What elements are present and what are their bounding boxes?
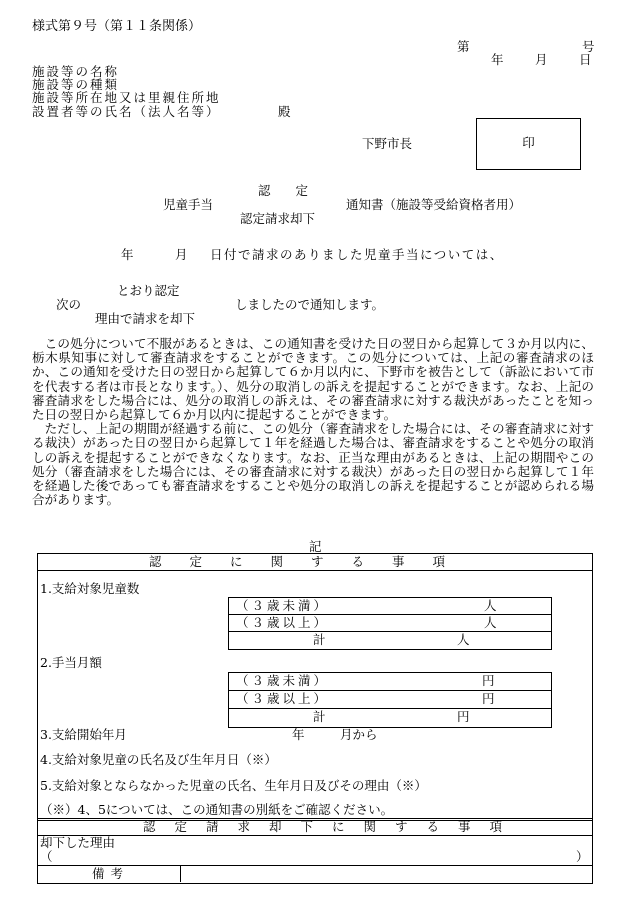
ki-mark: 記 — [309, 539, 322, 554]
open-paren: （ — [40, 849, 53, 864]
divider — [228, 631, 551, 632]
item2-total-label: 計 — [313, 709, 326, 724]
item3-year: 年 — [292, 727, 305, 742]
item1-row-label: （３歳未満） — [236, 598, 330, 613]
date-year: 年 — [491, 52, 504, 67]
decision-suffix: しましたので通知します。 — [235, 297, 385, 312]
item2-row-label: （３歳以上） — [236, 691, 330, 706]
title-top: 認 定 — [258, 183, 309, 198]
recipient-label: 施設等所在地又は里親住所地 — [32, 90, 221, 106]
close-paren: ） — [576, 849, 589, 864]
item2-row-unit: 円 — [482, 691, 495, 706]
date-month: 月 — [535, 52, 548, 67]
intro-year: 年 — [121, 247, 134, 262]
honorific: 殿 — [278, 104, 291, 119]
rejection-table-header: 認定請求却下に関する事項 — [143, 819, 522, 834]
item1-total-label: 計 — [313, 632, 326, 647]
paragraph: この処分について不服があるときは、この通知書を受けた日の翌日から起算して３か月以内に、栃木県知事に対して審査請求をすることができます。この処分については、上記の審査請求のほか、この通知を受けた日の翌日から起算して６か月以内に、下野市を被告として（訴訟において市を代表する者は市長となります。）、処分の取消しの訴えを提起することができます。なお、上記の審査請求をした場合には、処分の取消しの訴えは、その審査請求に対する裁決があったことを知った日の翌日から起算して６か月以内に提起することができます。 — [32, 336, 594, 423]
date-day: 日 — [579, 52, 592, 67]
title-right: 通知書（施設等受給資格者用） — [346, 197, 522, 212]
recipient-label: 設置者等の氏名（法人名等） — [32, 103, 221, 119]
remarks-label: 備考 — [92, 866, 130, 881]
item3-month: 月から — [340, 727, 378, 742]
number-suffix: 号 — [582, 39, 595, 54]
item1-label: 1.支給対象児童数 — [40, 581, 140, 596]
approval-table-header: 認定に関する事項 — [149, 554, 474, 569]
issuer-name: 下野市長 — [362, 136, 413, 151]
number-prefix: 第 — [457, 39, 470, 54]
title-bottom: 認定請求却下 — [240, 211, 316, 226]
item1-row-unit: 人 — [484, 598, 497, 613]
item4-label: 4.支給対象児童の氏名及び生年月日（※） — [40, 752, 277, 767]
intro-rest: 日付で請求のありました児童手当については、 — [210, 247, 504, 262]
item2-label: 2.手当月額 — [40, 655, 102, 670]
item3-label: 3.支給開始年月 — [40, 727, 127, 742]
item2-row-unit: 円 — [482, 673, 495, 688]
item1-row-unit: 人 — [484, 615, 497, 630]
paragraph: ただし、上記の期間が経過する前に、この処分（審査請求をした場合には、その審査請求に対する裁決）があった日の翌日から起算して１年を経過した場合は、審査請求をすることや処分の取消しの訴えを提起することができなくなります。なお、正当な理由があるときは、上記の期間やこの処分（審査請求をした場合には、その審査請求に対する裁決）があった日の翌日から起算して１年を経過した後であっても審査請求をすることや処分の取消しの訴えを提起することが認められる場合があります。 — [32, 421, 594, 508]
approval-note: （※）4、5については、この通知書の別紙をご確認ください。 — [40, 802, 394, 817]
divider — [180, 865, 181, 882]
divider — [228, 708, 551, 709]
appeal-notice — [32, 337, 594, 507]
decision-bottom: 理由で請求を却下 — [95, 311, 196, 326]
item2-row-label: （３歳未満） — [236, 673, 330, 688]
rejection-reason-label: 却下した理由 — [40, 835, 116, 850]
item1-total-unit: 人 — [457, 632, 470, 647]
recipient-label: 施設等の種類 — [32, 77, 120, 93]
form-id: 様式第９号（第１１条関係） — [32, 19, 202, 34]
seal-box — [476, 118, 581, 170]
item2-total-unit: 円 — [457, 709, 470, 724]
decision-prefix: 次の — [56, 297, 82, 312]
seal-mark: 印 — [522, 135, 535, 150]
decision-top: とおり認定 — [117, 283, 180, 298]
recipient-block — [32, 65, 221, 118]
divider — [37, 835, 592, 836]
recipient-label: 施設等の名称 — [32, 64, 120, 79]
item5-label: 5.支給対象とならなかった児童の氏名、生年月日及びその理由（※） — [40, 778, 427, 793]
title-left: 児童手当 — [163, 197, 214, 212]
divider — [37, 570, 592, 571]
intro-month: 月 — [175, 247, 188, 262]
item1-row-label: （３歳以上） — [236, 615, 330, 630]
